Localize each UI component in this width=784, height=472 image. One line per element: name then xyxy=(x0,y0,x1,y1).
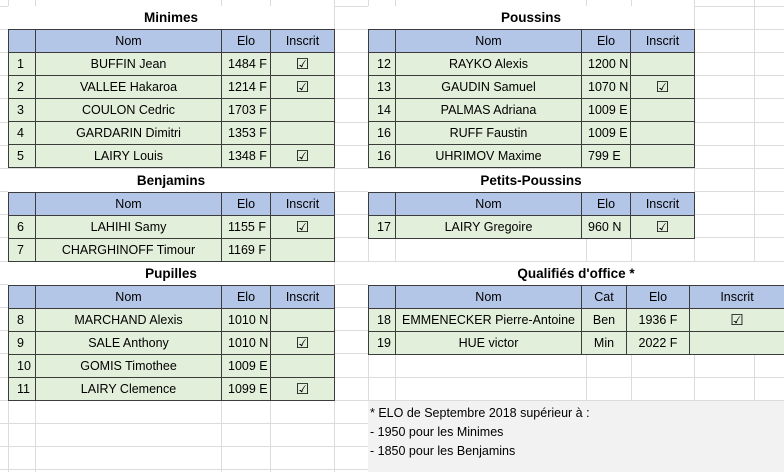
row-number-cell: 11 xyxy=(9,378,36,401)
player-name-cell: SALE Anthony xyxy=(36,332,222,355)
note-line-1: * ELO de Septembre 2018 supérieur à : xyxy=(370,406,590,420)
row-number-cell: 16 xyxy=(369,145,396,168)
inscrit-cell[interactable] xyxy=(271,239,335,262)
player-name-cell: MARCHAND Alexis xyxy=(36,309,222,332)
header-num-cell xyxy=(369,286,396,309)
elo-cell: 1010 N xyxy=(222,332,271,355)
header-cat: Cat xyxy=(582,286,627,309)
elo-cell: 1099 E xyxy=(222,378,271,401)
table-petits-poussins xyxy=(368,192,695,239)
table-row xyxy=(9,122,335,145)
row-number-cell: 2 xyxy=(9,76,36,99)
checkbox-checked-icon[interactable]: ☑ xyxy=(730,311,744,329)
inscrit-cell[interactable] xyxy=(631,122,695,145)
elo-cell: 1155 F xyxy=(222,216,271,239)
player-name-cell: GARDARIN Dimitri xyxy=(36,122,222,145)
table-row xyxy=(9,53,335,76)
inscrit-cell[interactable] xyxy=(631,99,695,122)
row-number-cell: 14 xyxy=(369,99,396,122)
elo-cell: 960 N xyxy=(582,216,631,239)
row-number-cell: 13 xyxy=(369,76,396,99)
player-name-cell: VALLEE Hakaroa xyxy=(36,76,222,99)
player-name-cell: COULON Cedric xyxy=(36,99,222,122)
elo-cell: 2022 F xyxy=(627,332,690,355)
row-number-cell: 18 xyxy=(369,309,396,332)
header-inscrit: Inscrit xyxy=(631,193,695,216)
table-header-row xyxy=(9,193,335,216)
elo-cell: 1936 F xyxy=(627,309,690,332)
table-header-row xyxy=(369,30,695,53)
player-name-cell: HUE victor xyxy=(396,332,582,355)
elo-cell: 1348 F xyxy=(222,145,271,168)
header-nom: Nom xyxy=(396,286,582,309)
table-row xyxy=(9,378,335,401)
note-line-2: - 1950 pour les Minimes xyxy=(370,425,504,439)
checkbox-checked-icon[interactable]: ☑ xyxy=(655,78,670,96)
row-number-cell: 10 xyxy=(9,355,36,378)
inscrit-cell[interactable] xyxy=(271,332,335,355)
section-title-petits-poussins: Petits-Poussins xyxy=(368,169,694,192)
header-inscrit: Inscrit xyxy=(271,30,335,53)
header-nom: Nom xyxy=(36,286,222,309)
elo-cell: 1169 F xyxy=(222,239,271,262)
table-row xyxy=(9,332,335,355)
row-number-cell: 4 xyxy=(9,122,36,145)
table-row xyxy=(369,76,695,99)
header-inscrit: Inscrit xyxy=(690,286,784,309)
table-row xyxy=(369,332,784,355)
table-row xyxy=(369,309,784,332)
header-nom: Nom xyxy=(36,193,222,216)
row-number-cell: 7 xyxy=(9,239,36,262)
player-name-cell: BUFFIN Jean xyxy=(36,53,222,76)
inscrit-cell[interactable] xyxy=(271,309,335,332)
player-name-cell: RUFF Faustin xyxy=(396,122,582,145)
header-inscrit: Inscrit xyxy=(631,30,695,53)
player-name-cell: LAIRY Clemence xyxy=(36,378,222,401)
note-line-3: - 1850 pour les Benjamins xyxy=(370,444,516,458)
table-row xyxy=(9,99,335,122)
header-inscrit: Inscrit xyxy=(271,193,335,216)
elo-cell: 1070 N xyxy=(582,76,631,99)
table-poussins xyxy=(368,29,695,168)
table-minimes xyxy=(8,29,335,168)
inscrit-cell[interactable] xyxy=(271,378,335,401)
player-name-cell: LAIRY Gregoire xyxy=(396,216,582,239)
header-nom: Nom xyxy=(36,30,222,53)
elo-cell: 1009 E xyxy=(582,99,631,122)
inscrit-cell[interactable] xyxy=(271,122,335,145)
inscrit-cell[interactable] xyxy=(271,76,335,99)
note-box xyxy=(368,401,784,472)
player-name-cell: UHRIMOV Maxime xyxy=(396,145,582,168)
elo-cell: 1214 F xyxy=(222,76,271,99)
row-number-cell: 12 xyxy=(369,53,396,76)
checkbox-checked-icon[interactable]: ☑ xyxy=(295,218,310,236)
header-num-cell xyxy=(9,286,36,309)
checkbox-checked-icon[interactable]: ☑ xyxy=(655,218,670,236)
checkbox-checked-icon[interactable]: ☑ xyxy=(295,147,310,165)
table-benjamins xyxy=(8,192,335,262)
category-cell: Min xyxy=(582,332,627,355)
table-row xyxy=(369,53,695,76)
header-inscrit: Inscrit xyxy=(271,286,335,309)
header-elo: Elo xyxy=(582,193,631,216)
table-row xyxy=(369,99,695,122)
header-nom: Nom xyxy=(396,193,582,216)
player-name-cell: LAIRY Louis xyxy=(36,145,222,168)
row-number-cell: 3 xyxy=(9,99,36,122)
header-num-cell xyxy=(369,30,396,53)
elo-cell: 1200 N xyxy=(582,53,631,76)
inscrit-cell[interactable] xyxy=(690,309,784,332)
section-title-pupilles: Pupilles xyxy=(8,262,334,285)
table-pupilles xyxy=(8,285,335,401)
player-name-cell: PALMAS Adriana xyxy=(396,99,582,122)
elo-cell: 799 E xyxy=(582,145,631,168)
inscrit-cell[interactable] xyxy=(690,332,784,355)
elo-cell: 1484 F xyxy=(222,53,271,76)
elo-cell: 1353 F xyxy=(222,122,271,145)
header-num-cell xyxy=(9,30,36,53)
inscrit-cell[interactable] xyxy=(631,53,695,76)
inscrit-cell[interactable] xyxy=(271,53,335,76)
row-number-cell: 17 xyxy=(369,216,396,239)
table-header-row xyxy=(9,30,335,53)
inscrit-cell[interactable] xyxy=(631,76,695,99)
row-number-cell: 1 xyxy=(9,53,36,76)
table-row xyxy=(9,145,335,168)
inscrit-cell[interactable] xyxy=(271,145,335,168)
header-elo: Elo xyxy=(222,286,271,309)
header-nom: Nom xyxy=(396,30,582,53)
checkbox-checked-icon[interactable]: ☑ xyxy=(295,380,310,398)
row-number-cell: 9 xyxy=(9,332,36,355)
table-row xyxy=(369,122,695,145)
table-row xyxy=(9,309,335,332)
inscrit-cell[interactable] xyxy=(271,99,335,122)
elo-cell: 1010 N xyxy=(222,309,271,332)
section-title-qualifies: Qualifiés d'office * xyxy=(368,262,784,285)
elo-cell: 1009 E xyxy=(222,355,271,378)
checkbox-checked-icon[interactable]: ☑ xyxy=(295,78,310,96)
player-name-cell: GOMIS Timothee xyxy=(36,355,222,378)
checkbox-checked-icon[interactable]: ☑ xyxy=(295,334,310,352)
table-row xyxy=(369,145,695,168)
row-number-cell: 6 xyxy=(9,216,36,239)
table-row xyxy=(9,355,335,378)
row-number-cell: 8 xyxy=(9,309,36,332)
section-title-minimes: Minimes xyxy=(8,6,334,29)
inscrit-cell[interactable] xyxy=(271,216,335,239)
table-row xyxy=(9,216,335,239)
header-elo: Elo xyxy=(627,286,690,309)
player-name-cell: CHARGHINOFF Timour xyxy=(36,239,222,262)
header-elo: Elo xyxy=(582,30,631,53)
table-header-row xyxy=(369,286,784,309)
section-title-benjamins: Benjamins xyxy=(8,169,334,192)
header-num-cell xyxy=(9,193,36,216)
row-number-cell: 16 xyxy=(369,122,396,145)
inscrit-cell[interactable] xyxy=(271,355,335,378)
table-row xyxy=(369,216,695,239)
player-name-cell: RAYKO Alexis xyxy=(396,53,582,76)
table-row xyxy=(9,239,335,262)
player-name-cell: EMMENECKER Pierre-Antoine xyxy=(396,309,582,332)
header-elo: Elo xyxy=(222,30,271,53)
table-header-row xyxy=(369,193,695,216)
inscrit-cell[interactable] xyxy=(631,216,695,239)
row-number-cell: 5 xyxy=(9,145,36,168)
row-number-cell: 19 xyxy=(369,332,396,355)
checkbox-checked-icon[interactable]: ☑ xyxy=(295,55,310,73)
header-num-cell xyxy=(369,193,396,216)
category-cell: Ben xyxy=(582,309,627,332)
header-elo: Elo xyxy=(222,193,271,216)
player-name-cell: LAHIHI Samy xyxy=(36,216,222,239)
inscrit-cell[interactable] xyxy=(631,145,695,168)
player-name-cell: GAUDIN Samuel xyxy=(396,76,582,99)
table-qualifies xyxy=(368,285,784,355)
elo-cell: 1009 E xyxy=(582,122,631,145)
elo-cell: 1703 F xyxy=(222,99,271,122)
table-header-row xyxy=(9,286,335,309)
table-row xyxy=(9,76,335,99)
section-title-poussins: Poussins xyxy=(368,6,694,29)
